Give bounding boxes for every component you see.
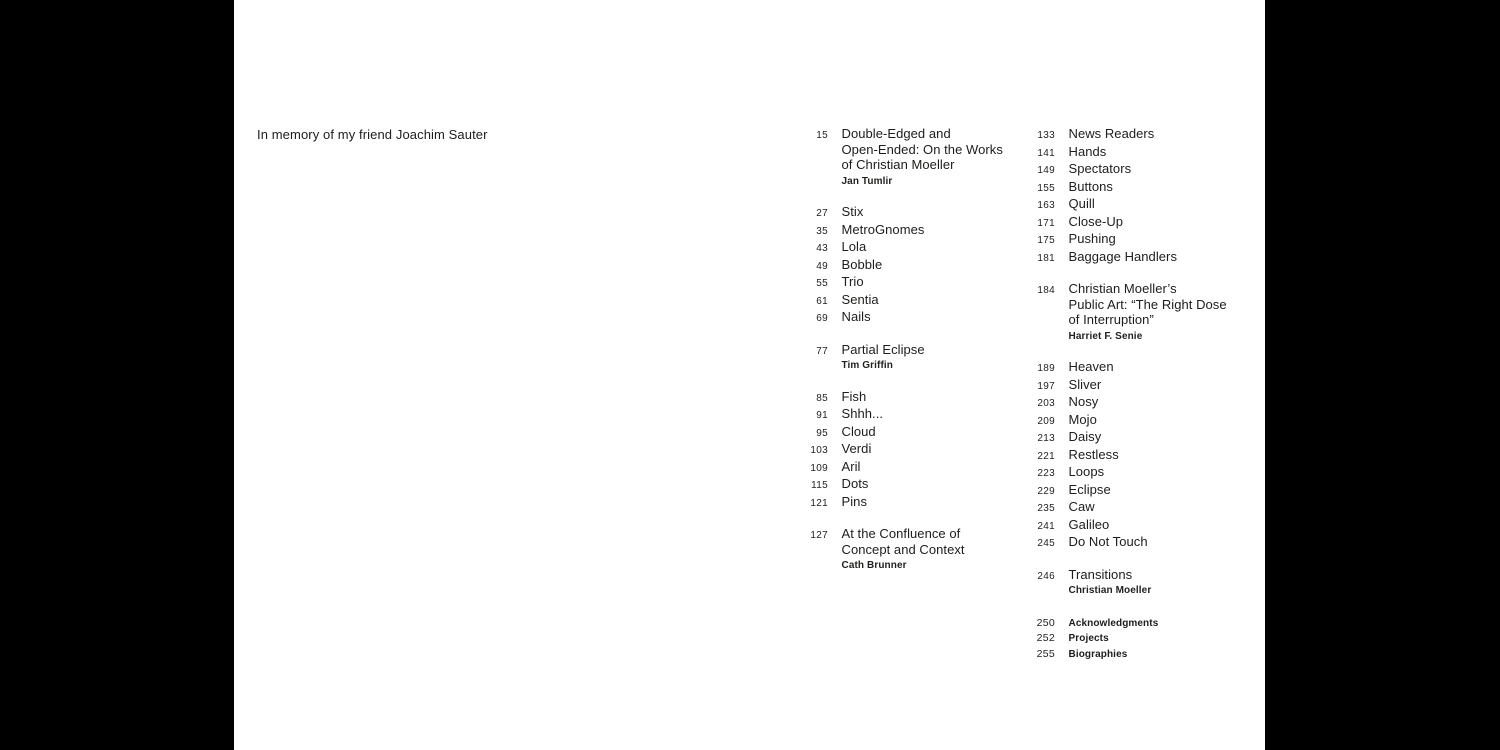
toc-entry-page-number: 213	[1037, 433, 1055, 444]
toc-entry-title: Biographies	[1068, 648, 1128, 660]
toc-entry-title: MetroGnomes	[841, 221, 925, 237]
toc-entry-page-number: 250	[1036, 616, 1055, 629]
toc-entry-title	[842, 526, 1005, 574]
toc-entry-title-line: of Interruption”	[1068, 312, 1154, 327]
toc-entry-title: Nosy	[1068, 394, 1099, 409]
toc-entry-title-line: Public Art: “The Right Dose	[1068, 296, 1227, 312]
dedication-text: In memory of my friend Joachim Sauter	[257, 127, 488, 142]
toc-entry-title-line: Double-Edged and	[841, 126, 951, 141]
toc-entry-title: Cloud	[841, 423, 876, 439]
toc-entry-page-number: 223	[1037, 468, 1055, 479]
toc-entry-author: Cath Brunner	[841, 560, 907, 571]
toc-entry-title: Buttons	[1068, 178, 1113, 194]
toc-entry-title: Dots	[841, 476, 869, 491]
toc-essay-entry	[1021, 567, 1231, 599]
toc-group-essay	[794, 526, 1004, 574]
toc-entry-title: Hands	[1068, 143, 1107, 159]
toc-entry	[794, 406, 1004, 424]
toc-entry-page-number: 69	[816, 313, 828, 324]
toc-entry-title-line: Partial Eclipse	[841, 341, 925, 357]
toc-entry-page-number: 209	[1037, 415, 1055, 427]
toc-entry-page-number: 255	[1036, 647, 1055, 660]
toc-group-backmatter	[1021, 616, 1231, 663]
toc-entry-title: Aril	[841, 458, 861, 474]
toc-entry	[1021, 359, 1231, 377]
toc-entry-page-number: 103	[810, 445, 828, 456]
toc-group-essay	[1021, 281, 1231, 344]
toc-entry	[1021, 534, 1231, 552]
toc-entry-author: Harriet F. Senie	[1068, 330, 1143, 342]
toc-entry-title: Projects	[1068, 633, 1109, 644]
toc-essay-entry	[1021, 281, 1231, 344]
toc-entry-page-number: 189	[1037, 363, 1055, 374]
toc-entry-page-number: 61	[816, 295, 828, 307]
toc-entry-title: Daisy	[1068, 429, 1102, 444]
toc-entry-title: Loops	[1068, 464, 1105, 479]
toc-entry-page-number: 175	[1037, 235, 1055, 246]
toc-entry-page-number: 229	[1037, 485, 1055, 497]
toc-entry-page-number: 241	[1037, 520, 1055, 532]
toc-entry	[1021, 499, 1231, 517]
toc-entry-page-number: 55	[816, 278, 828, 289]
toc-entry-page-number: 85	[816, 392, 828, 404]
toc-entry	[1021, 214, 1231, 232]
toc-entry-page-number: 35	[816, 225, 828, 237]
toc-entry-page-number: 115	[811, 480, 828, 491]
toc-entry	[794, 309, 1004, 327]
toc-entry-title: Do Not Touch	[1068, 534, 1148, 549]
toc-entry-title: Fish	[841, 388, 867, 404]
toc-entry-page-number: 91	[816, 410, 828, 421]
toc-entry-title: Caw	[1068, 499, 1095, 514]
toc-entry-page-number: 235	[1037, 503, 1055, 514]
toc-entry	[1021, 482, 1231, 500]
toc-entry-title-line: of Christian Moeller	[841, 157, 955, 172]
toc-entry-title-line: Transitions	[1068, 566, 1133, 582]
toc-entry	[1021, 616, 1231, 632]
toc-entry-title: Restless	[1068, 446, 1119, 462]
toc-entry-page-number: 155	[1037, 182, 1055, 194]
toc-essay-entry	[794, 126, 1004, 189]
toc-entry	[1021, 447, 1231, 465]
toc-entry	[1021, 377, 1231, 395]
toc-entry-title: Sliver	[1068, 376, 1102, 392]
toc-group-works	[1021, 359, 1231, 552]
toc-entry-page-number: 181	[1037, 252, 1055, 264]
toc-entry	[794, 476, 1004, 494]
toc-group-works	[1021, 126, 1231, 266]
toc-entry-title	[1069, 567, 1232, 599]
toc-entry-page-number: 141	[1037, 147, 1055, 159]
toc-entry-title: News Readers	[1068, 126, 1155, 141]
toc-entry-page-number: 221	[1037, 450, 1055, 462]
toc-column-1	[794, 126, 1004, 574]
toc-entry	[1021, 412, 1231, 430]
toc-entry-title	[842, 126, 1005, 189]
toc-entry	[1021, 126, 1231, 144]
toc-entry-page-number: 203	[1037, 398, 1055, 409]
toc-entry	[794, 204, 1004, 222]
toc-entry	[1021, 464, 1231, 482]
toc-entry-title: Sentia	[841, 291, 879, 307]
toc-entry-page-number: 197	[1037, 380, 1055, 392]
toc-entry-title-line: Concept and Context	[841, 541, 965, 557]
toc-group-works	[794, 389, 1004, 512]
toc-entry-page-number: 127	[810, 530, 828, 541]
toc-group-essay	[794, 342, 1004, 374]
toc-essay-entry	[794, 342, 1004, 374]
toc-entry	[1021, 231, 1231, 249]
toc-entry-page-number: 43	[816, 243, 828, 254]
toc-entry-page-number: 184	[1037, 285, 1055, 296]
toc-entry-page-number: 121	[810, 497, 828, 509]
toc-entry-title: Mojo	[1068, 411, 1097, 427]
toc-entry	[1021, 394, 1231, 412]
toc-entry-title: Spectators	[1068, 161, 1132, 176]
toc-entry-page-number: 246	[1037, 570, 1055, 582]
toc-entry-author: Christian Moeller	[1068, 585, 1152, 596]
toc-entry	[794, 239, 1004, 257]
toc-entry	[1021, 161, 1231, 179]
toc-essay-entry	[794, 526, 1004, 574]
toc-entry-title: Trio	[841, 274, 864, 289]
toc-entry-title-line: Christian Moeller’s	[1068, 281, 1177, 296]
toc-entry	[794, 274, 1004, 292]
toc-entry	[794, 441, 1004, 459]
toc-entry	[1021, 144, 1231, 162]
toc-entry-title: Pins	[841, 493, 867, 509]
toc-entry-title: Verdi	[841, 441, 872, 456]
toc-entry-page-number: 171	[1037, 217, 1055, 229]
toc-entry-page-number: 149	[1037, 165, 1055, 176]
toc-entry-author: Tim Griffin	[841, 360, 893, 371]
toc-entry-page-number: 245	[1037, 538, 1055, 549]
toc-entry-page-number: 27	[816, 208, 828, 219]
toc-entry	[794, 389, 1004, 407]
toc-entry-title: Lola	[841, 239, 867, 254]
toc-entry	[1021, 249, 1231, 267]
toc-entry-page-number: 252	[1036, 632, 1055, 644]
toc-entry-title: Close-Up	[1068, 213, 1124, 229]
toc-entry-page-number: 95	[816, 427, 828, 439]
toc-entry	[794, 222, 1004, 240]
toc-entry-page-number: 77	[816, 345, 828, 357]
toc-entry-title: Galileo	[1068, 516, 1110, 532]
toc-entry	[1021, 647, 1231, 663]
toc-entry-title: Shhh...	[841, 406, 884, 421]
toc-entry	[794, 494, 1004, 512]
toc-entry	[1021, 517, 1231, 535]
toc-entry	[1021, 196, 1231, 214]
toc-entry-title	[1069, 281, 1232, 344]
toc-entry-title-line: At the Confluence of	[841, 526, 961, 541]
toc-entry-page-number: 133	[1037, 130, 1055, 141]
toc-entry	[794, 459, 1004, 477]
toc-entry-title	[842, 342, 1005, 374]
toc-entry-title: Heaven	[1068, 359, 1114, 374]
toc-entry-title: Bobble	[841, 256, 883, 272]
toc-entry	[1021, 429, 1231, 447]
toc-group-essay	[1021, 567, 1231, 599]
toc-group-works	[794, 204, 1004, 327]
toc-column-2	[1021, 126, 1231, 662]
toc-entry-page-number: 109	[810, 462, 828, 474]
toc-entry-page-number: 163	[1037, 200, 1055, 211]
toc-entry-title: Nails	[841, 309, 871, 324]
toc-entry-title: Stix	[841, 204, 864, 219]
toc-entry-author: Jan Tumlir	[841, 175, 893, 187]
toc-entry-page-number: 15	[816, 130, 828, 141]
toc-entry	[1021, 179, 1231, 197]
toc-entry	[794, 257, 1004, 275]
toc-entry-title: Pushing	[1068, 231, 1116, 246]
toc-entry-title: Quill	[1068, 196, 1095, 211]
toc-entry	[794, 292, 1004, 310]
toc-entry-page-number: 49	[816, 260, 828, 272]
toc-entry-title-line: Open-Ended: On the Works	[841, 141, 1003, 157]
toc-entry-title: Eclipse	[1068, 481, 1111, 497]
toc-entry	[794, 424, 1004, 442]
toc-entry-title: Baggage Handlers	[1068, 248, 1177, 264]
toc-group-essay	[794, 126, 1004, 189]
toc-entry	[1021, 631, 1231, 647]
toc-entry-title: Acknowledgments	[1068, 617, 1159, 629]
